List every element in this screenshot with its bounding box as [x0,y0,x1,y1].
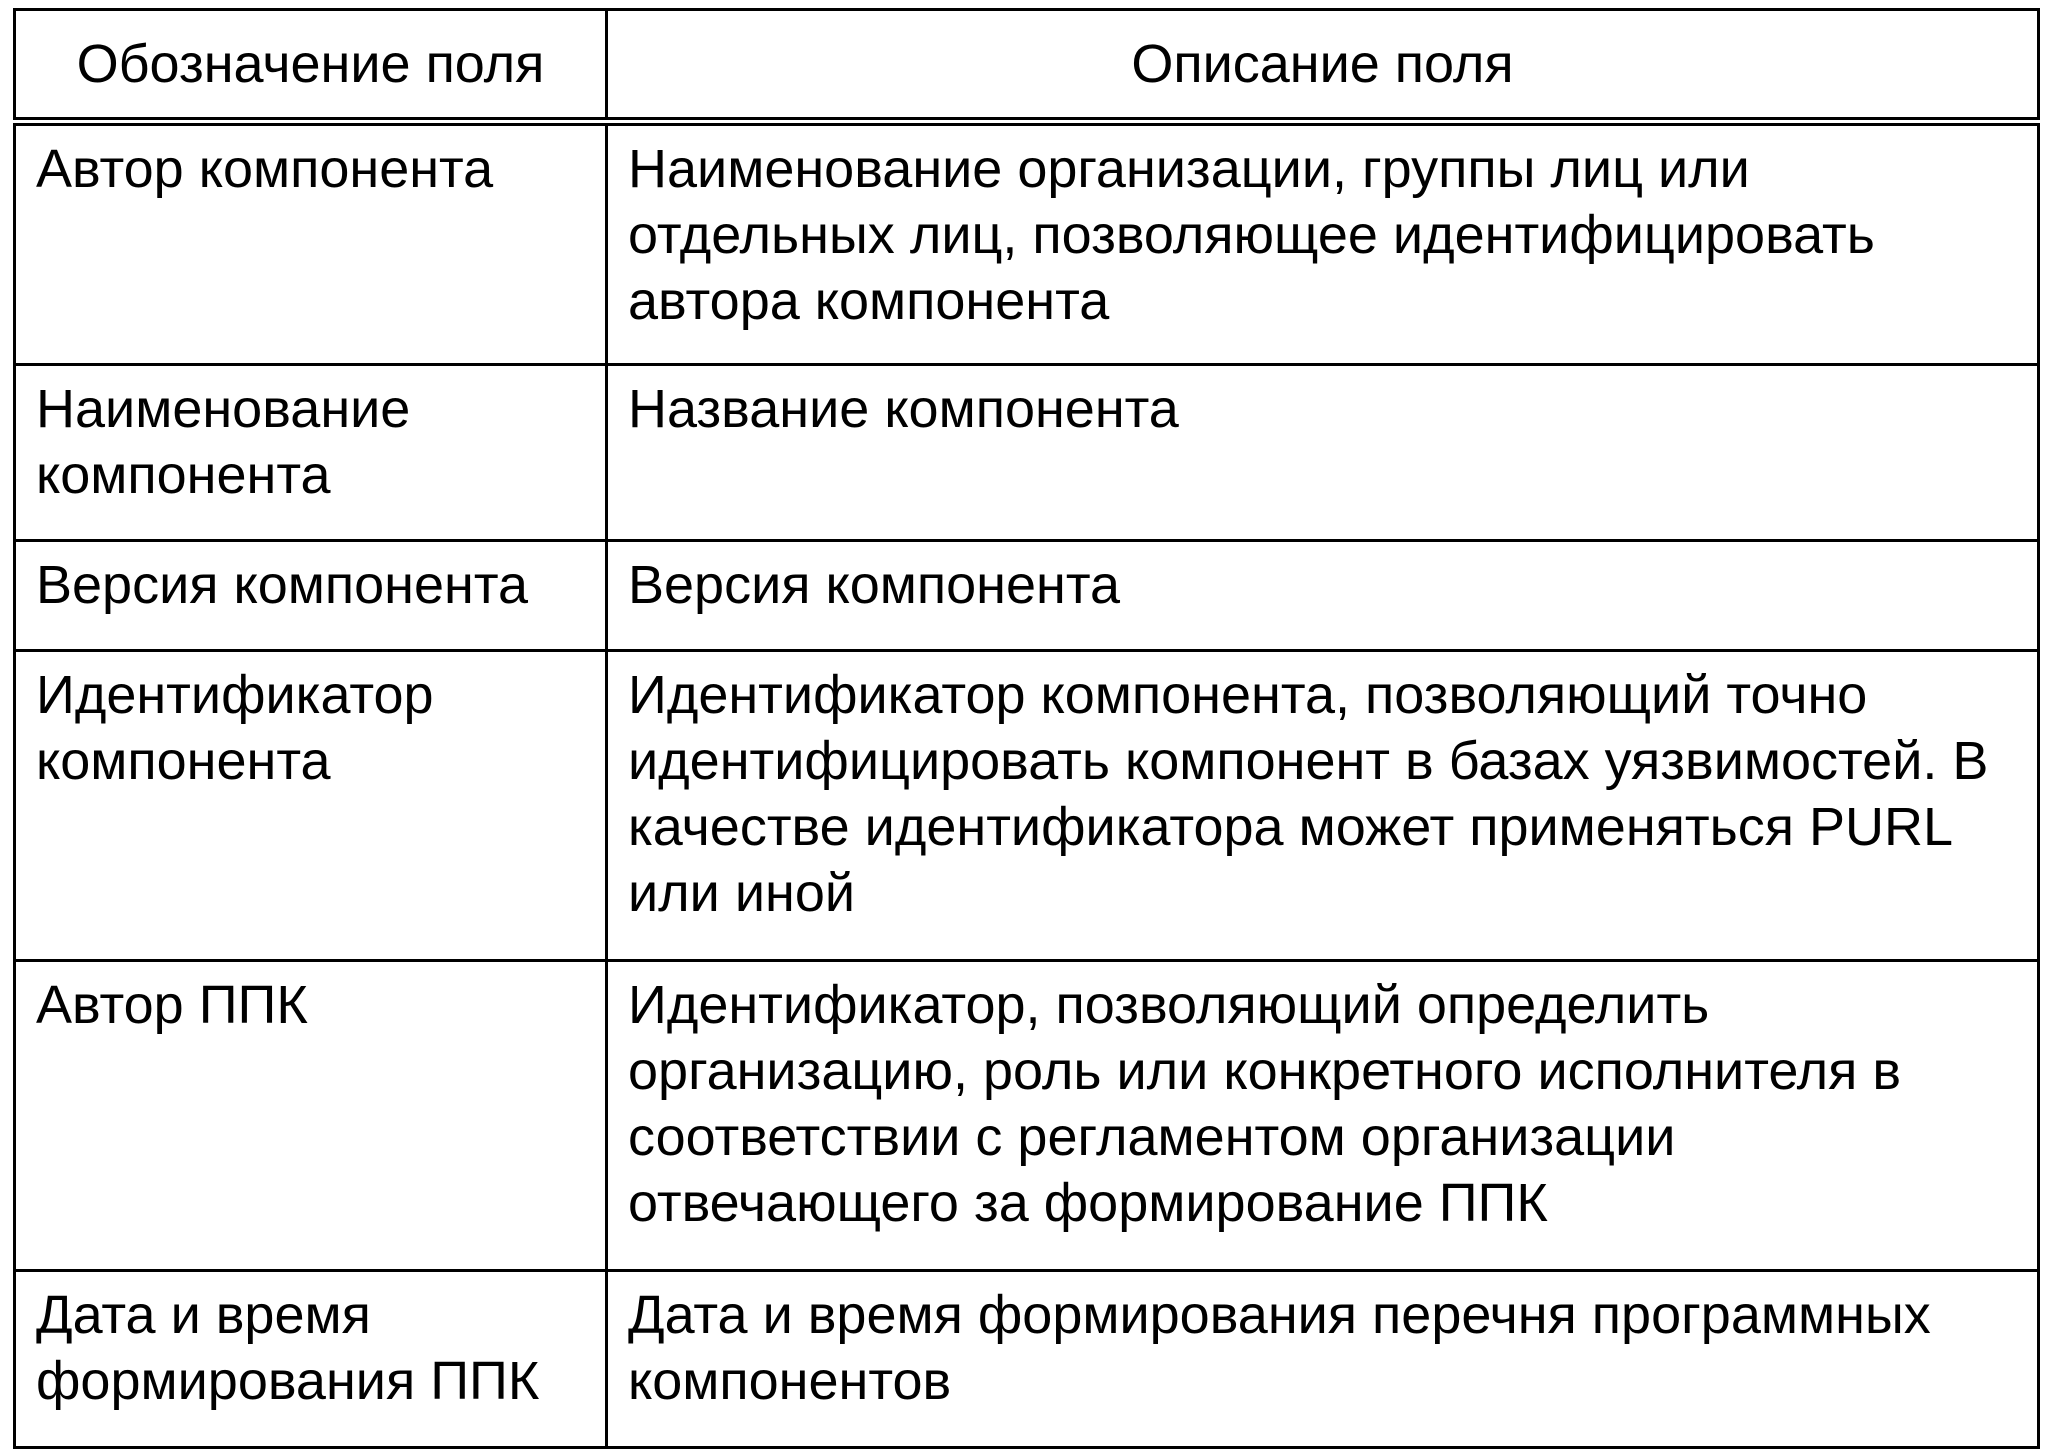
field-name-cell: Автор ППК [15,961,607,1271]
table-row [15,1271,2039,1448]
table-row [15,651,2039,961]
table-row [15,961,2039,1271]
field-name-cell: Идентификатор компонента [15,651,607,961]
field-name-cell: Версия компонента [15,541,607,651]
field-description-cell: Идентификатор компонента, позволяющий точно идентифицировать компонент в базах уязвимостей. В качестве идентификатора может применяться PURL или иной [607,651,2039,961]
header-field-description: Описание поля [607,10,2039,122]
header-row [15,10,2039,122]
field-description-cell: Дата и время формирования перечня программных компонентов [607,1271,2039,1448]
table-row [15,365,2039,541]
field-description-table [13,8,2040,1449]
header-field-name: Обозначение поля [15,10,607,122]
field-description-cell: Название компонента [607,365,2039,541]
table-header [15,10,2039,122]
field-description-cell: Наименование организации, группы лиц или отдельных лиц, позволяющее идентифицировать автора компонента [607,122,2039,365]
table-row [15,122,2039,365]
field-description-cell: Версия компонента [607,541,2039,651]
table-body [15,122,2039,1448]
field-description-cell: Идентификатор, позволяющий определить организацию, роль или конкретного исполнителя в соответствии с регламентом организации отвечающего за формирование ППК [607,961,2039,1271]
field-name-cell: Дата и время формирования ППК [15,1271,607,1448]
table-row [15,541,2039,651]
field-name-cell: Автор компонента [15,122,607,365]
field-name-cell: Наименование компонента [15,365,607,541]
